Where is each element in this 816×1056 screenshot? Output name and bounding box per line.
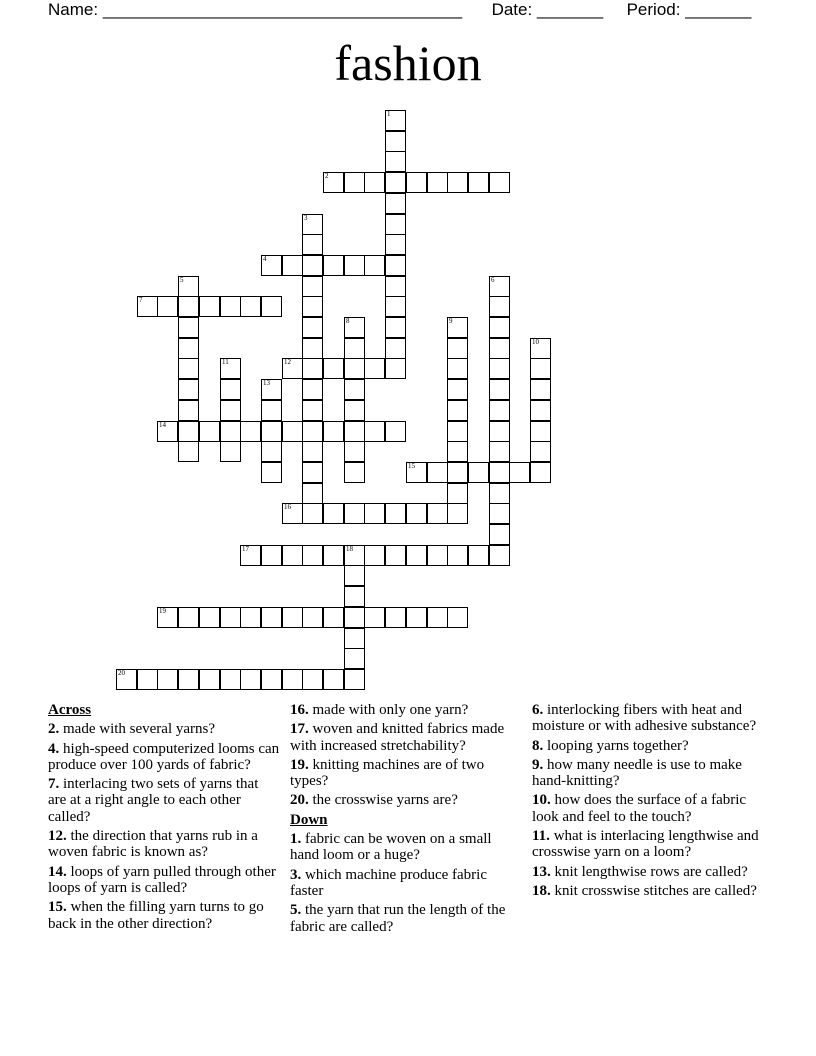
crossword-cell[interactable] xyxy=(489,296,510,317)
clue-down-6: 6. interlocking fibers with heat and moisture or with adhesive substance? xyxy=(532,702,757,735)
crossword-cell[interactable] xyxy=(261,462,282,483)
cell-number: 19 xyxy=(159,607,166,615)
clue-down-5: 5. the yarn that run the length of the fabric are called? xyxy=(290,902,506,935)
crossword-cell[interactable] xyxy=(406,545,427,566)
crossword-cell[interactable] xyxy=(364,255,385,276)
crossword-cell[interactable] xyxy=(178,669,199,690)
crossword-cell[interactable] xyxy=(344,379,365,400)
crossword-cell[interactable] xyxy=(489,358,510,379)
crossword-cell[interactable] xyxy=(282,607,303,628)
crossword-cell[interactable] xyxy=(261,379,282,400)
clue-across-4: 4. high-speed computerized looms can produce over 100 yards of fabric? xyxy=(48,740,280,773)
cell-number: 18 xyxy=(346,545,353,553)
crossword-cell[interactable] xyxy=(240,545,261,566)
clue-down-18: 18. knit crosswise stitches are called? xyxy=(532,882,757,899)
crossword-cell[interactable] xyxy=(447,441,468,462)
crossword-cell[interactable] xyxy=(199,607,220,628)
crossword-cell[interactable] xyxy=(302,379,323,400)
crossword-cell[interactable] xyxy=(530,400,551,421)
clue-across-15: 15. when the filling yarn turns to go back in the other direction? xyxy=(48,899,264,932)
clue-across-17: 17. woven and knitted fabrics made with increased stretchability? xyxy=(290,721,505,754)
crossword-cell[interactable] xyxy=(447,400,468,421)
crossword-cell[interactable] xyxy=(282,358,303,379)
crossword-cell[interactable] xyxy=(364,358,385,379)
crossword-cell[interactable] xyxy=(344,628,365,649)
crossword-cell[interactable] xyxy=(385,296,406,317)
crossword-cell[interactable] xyxy=(344,317,365,338)
crossword-cell[interactable] xyxy=(530,358,551,379)
crossword-cell[interactable] xyxy=(220,421,241,442)
crossword-cell[interactable] xyxy=(220,358,241,379)
crossword-cell[interactable] xyxy=(406,607,427,628)
crossword-cell[interactable] xyxy=(489,524,510,545)
crossword-cell[interactable] xyxy=(385,276,406,297)
crossword-cell[interactable] xyxy=(178,379,199,400)
crossword-cell[interactable] xyxy=(344,338,365,359)
crossword-cell[interactable] xyxy=(385,607,406,628)
crossword-cell[interactable] xyxy=(468,172,489,193)
crossword-cell[interactable] xyxy=(323,607,344,628)
crossword-cell[interactable] xyxy=(489,441,510,462)
crossword-cell[interactable] xyxy=(137,296,158,317)
clue-across-20: 20. the crosswise yarns are? xyxy=(290,792,458,809)
crossword-cell[interactable] xyxy=(302,462,323,483)
crossword-cell[interactable] xyxy=(489,276,510,297)
crossword-cell[interactable] xyxy=(427,172,448,193)
clue-down-11: 11. what is interlacing lengthwise and crosswise yarn on a loom? xyxy=(532,828,759,861)
crossword-cell[interactable] xyxy=(137,669,158,690)
crossword-cell[interactable] xyxy=(199,296,220,317)
crossword-cell[interactable] xyxy=(364,607,385,628)
crossword-cell[interactable] xyxy=(157,421,178,442)
crossword-cell[interactable] xyxy=(468,462,489,483)
crossword-cell[interactable] xyxy=(385,317,406,338)
crossword-cell[interactable] xyxy=(240,421,261,442)
crossword-cell[interactable] xyxy=(530,421,551,442)
crossword-cell[interactable] xyxy=(489,545,510,566)
crossword-cell[interactable] xyxy=(447,462,468,483)
crossword-cell[interactable] xyxy=(302,441,323,462)
crossword-cell[interactable] xyxy=(282,503,303,524)
crossword-cell[interactable] xyxy=(116,669,137,690)
crossword-cell[interactable] xyxy=(157,296,178,317)
crossword-cell[interactable] xyxy=(302,421,323,442)
clue-down-9: 9. how many needle is use to make hand-knitting? xyxy=(532,756,742,790)
cell-number: 11 xyxy=(222,358,229,366)
crossword-cell[interactable] xyxy=(261,255,282,276)
crossword-cell[interactable] xyxy=(385,338,406,359)
crossword-cell[interactable] xyxy=(323,172,344,193)
crossword-cell[interactable] xyxy=(323,545,344,566)
cell-number: 8 xyxy=(346,317,350,325)
crossword-cell[interactable] xyxy=(385,358,406,379)
down-heading: Down xyxy=(290,811,328,828)
crossword-cell[interactable] xyxy=(344,669,365,690)
date-label: Date: xyxy=(491,0,533,19)
crossword-cell[interactable] xyxy=(282,255,303,276)
clue-down-10: 10. how does the surface of a fabric look and feel to the touch? xyxy=(532,792,747,825)
cell-number: 16 xyxy=(284,503,291,511)
clue-across-7: 7. interlacing two sets of yarns that are at a right angle to each other called? xyxy=(48,776,259,825)
crossword-cell[interactable] xyxy=(261,669,282,690)
crossword-cell[interactable] xyxy=(302,358,323,379)
page-title: fashion xyxy=(334,35,482,91)
clue-down-1: 1. fabric can be woven on a small hand loom or a huge? xyxy=(290,831,492,864)
clues-column-1 xyxy=(48,702,280,935)
crossword-cell[interactable] xyxy=(344,172,365,193)
cell-number: 1 xyxy=(387,110,391,118)
crossword-cell[interactable] xyxy=(220,607,241,628)
crossword-cell[interactable] xyxy=(282,669,303,690)
crossword-cell[interactable] xyxy=(302,317,323,338)
cell-number: 17 xyxy=(242,545,249,553)
clue-across-16: 16. made with only one yarn? xyxy=(290,702,469,718)
crossword-cell[interactable] xyxy=(447,317,468,338)
crossword-cell[interactable] xyxy=(344,400,365,421)
crossword-cell[interactable] xyxy=(447,607,468,628)
crossword-cell[interactable] xyxy=(344,441,365,462)
cell-number: 15 xyxy=(408,462,415,470)
crossword-cell[interactable] xyxy=(261,607,282,628)
clues-column-3 xyxy=(532,702,772,902)
crossword-cell[interactable] xyxy=(178,421,199,442)
cell-number: 20 xyxy=(118,669,125,677)
crossword-cell[interactable] xyxy=(302,483,323,504)
crossword-cell[interactable] xyxy=(220,379,241,400)
crossword-cell[interactable] xyxy=(282,421,303,442)
crossword-cell[interactable] xyxy=(178,296,199,317)
crossword-cell[interactable] xyxy=(323,255,344,276)
crossword-cell[interactable] xyxy=(240,296,261,317)
crossword-cell[interactable] xyxy=(302,234,323,255)
crossword-cell[interactable] xyxy=(261,545,282,566)
crossword-cell[interactable] xyxy=(323,358,344,379)
crossword-cell[interactable] xyxy=(261,421,282,442)
crossword-cell[interactable] xyxy=(157,669,178,690)
crossword-cell[interactable] xyxy=(199,669,220,690)
crossword-cell[interactable] xyxy=(364,421,385,442)
crossword-cell[interactable] xyxy=(199,421,220,442)
cell-number: 7 xyxy=(139,296,143,304)
crossword-cell[interactable] xyxy=(302,255,323,276)
crossword-cell[interactable] xyxy=(178,441,199,462)
crossword-cell[interactable] xyxy=(447,172,468,193)
crossword-cell[interactable] xyxy=(385,503,406,524)
crossword-cell[interactable] xyxy=(220,441,241,462)
crossword-cell[interactable] xyxy=(178,317,199,338)
crossword-cell[interactable] xyxy=(364,172,385,193)
crossword-cell[interactable] xyxy=(489,400,510,421)
crossword-cell[interactable] xyxy=(385,172,406,193)
crossword-cell[interactable] xyxy=(344,586,365,607)
clues-column-2 xyxy=(290,702,515,938)
crossword-cell[interactable] xyxy=(302,503,323,524)
cell-number: 4 xyxy=(263,255,267,263)
cell-number: 12 xyxy=(284,358,291,366)
crossword-cell[interactable] xyxy=(261,441,282,462)
crossword-cell[interactable] xyxy=(344,545,365,566)
crossword-cell[interactable] xyxy=(489,379,510,400)
crossword-cell[interactable] xyxy=(157,607,178,628)
crossword-cell[interactable] xyxy=(178,358,199,379)
crossword-cell[interactable] xyxy=(427,607,448,628)
crossword-cell[interactable] xyxy=(530,338,551,359)
crossword-cell[interactable] xyxy=(323,669,344,690)
clue-across-2: 2. made with several yarns? xyxy=(48,721,216,738)
crossword-cell[interactable] xyxy=(302,276,323,297)
crossword-cell[interactable] xyxy=(178,607,199,628)
name-label: Name: xyxy=(48,0,99,19)
crossword-cell[interactable] xyxy=(489,462,510,483)
crossword-cell[interactable] xyxy=(261,400,282,421)
crossword-cell[interactable] xyxy=(385,131,406,152)
crossword-cell[interactable] xyxy=(302,296,323,317)
crossword-cell[interactable] xyxy=(385,193,406,214)
crossword-cell[interactable] xyxy=(427,462,448,483)
crossword-cell[interactable] xyxy=(385,214,406,235)
crossword-cell[interactable] xyxy=(489,421,510,442)
period-field[interactable]: _______ xyxy=(685,0,752,19)
across-heading: Across xyxy=(48,702,92,718)
crossword-cell[interactable] xyxy=(530,379,551,400)
crossword-cell[interactable] xyxy=(344,607,365,628)
crossword-cell[interactable] xyxy=(344,358,365,379)
crossword-cell[interactable] xyxy=(178,276,199,297)
crossword-cell[interactable] xyxy=(406,172,427,193)
clue-down-13: 13. knit lengthwise rows are called? xyxy=(532,863,748,880)
cell-number: 3 xyxy=(304,214,308,222)
crossword-cell[interactable] xyxy=(385,234,406,255)
crossword-cell[interactable] xyxy=(178,400,199,421)
crossword-cell[interactable] xyxy=(530,441,551,462)
crossword-cell[interactable] xyxy=(344,421,365,442)
crossword-cell[interactable] xyxy=(406,503,427,524)
crossword-cell[interactable] xyxy=(282,545,303,566)
crossword-cell[interactable] xyxy=(385,255,406,276)
crossword-cell[interactable] xyxy=(364,503,385,524)
crossword-cell[interactable] xyxy=(302,400,323,421)
crossword-cell[interactable] xyxy=(447,483,468,504)
crossword-cell[interactable] xyxy=(385,545,406,566)
crossword-cell[interactable] xyxy=(323,421,344,442)
clue-across-14: 14. loops of yarn pulled through other loops of yarn is called? xyxy=(48,863,276,896)
clue-down-3: 3. which machine produce fabric faster xyxy=(290,866,487,899)
crossword-cell[interactable] xyxy=(509,462,530,483)
crossword-cell[interactable] xyxy=(489,483,510,504)
crossword-cell[interactable] xyxy=(530,462,551,483)
crossword-cell[interactable] xyxy=(427,545,448,566)
crossword-cell[interactable] xyxy=(447,503,468,524)
crossword-cell[interactable] xyxy=(344,648,365,669)
crossword-cell[interactable] xyxy=(240,669,261,690)
crossword-cell[interactable] xyxy=(220,296,241,317)
crossword-cell[interactable] xyxy=(427,503,448,524)
cell-number: 2 xyxy=(325,172,329,180)
crossword-cell[interactable] xyxy=(220,400,241,421)
crossword-cell[interactable] xyxy=(364,545,385,566)
clue-down-8: 8. looping yarns together? xyxy=(532,737,689,754)
crossword-cell[interactable] xyxy=(489,172,510,193)
crossword-cell[interactable] xyxy=(240,607,261,628)
crossword-cell[interactable] xyxy=(385,151,406,172)
cell-number: 9 xyxy=(449,317,453,325)
clue-across-12: 12. the direction that yarns rub in a woven fabric is known as? xyxy=(48,828,258,861)
crossword-cell[interactable] xyxy=(220,669,241,690)
crossword-cell[interactable] xyxy=(261,296,282,317)
crossword-cell[interactable] xyxy=(447,338,468,359)
crossword-cell[interactable] xyxy=(323,503,344,524)
crossword-cell[interactable] xyxy=(344,565,365,586)
crossword-cell[interactable] xyxy=(489,503,510,524)
crossword-cell[interactable] xyxy=(385,421,406,442)
crossword-cell[interactable] xyxy=(302,607,323,628)
crossword-cell[interactable] xyxy=(344,503,365,524)
cell-number: 5 xyxy=(180,276,184,284)
crossword-cell[interactable] xyxy=(468,545,489,566)
name-field[interactable]: ______________________________________ xyxy=(102,0,463,19)
crossword-cell[interactable] xyxy=(344,255,365,276)
crossword-cell[interactable] xyxy=(447,379,468,400)
crossword-cell[interactable] xyxy=(489,338,510,359)
crossword-cell[interactable] xyxy=(447,358,468,379)
cell-number: 13 xyxy=(263,379,270,387)
crossword-cell[interactable] xyxy=(302,545,323,566)
crossword-cell[interactable] xyxy=(406,462,427,483)
date-field[interactable]: _______ xyxy=(536,0,604,19)
cell-number: 10 xyxy=(532,338,539,346)
crossword-cell[interactable] xyxy=(447,421,468,442)
crossword-cell[interactable] xyxy=(385,110,406,131)
clue-across-19: 19. knitting machines are of two types? xyxy=(290,756,485,790)
crossword-cell[interactable] xyxy=(302,669,323,690)
cell-number: 6 xyxy=(491,276,495,284)
crossword-cell[interactable] xyxy=(489,317,510,338)
cell-number: 14 xyxy=(159,421,166,429)
crossword-cell[interactable] xyxy=(447,545,468,566)
crossword-cell[interactable] xyxy=(178,338,199,359)
crossword-cell[interactable] xyxy=(344,462,365,483)
period-label: Period: xyxy=(626,0,681,19)
crossword-cell[interactable] xyxy=(302,338,323,359)
crossword-cell[interactable] xyxy=(302,214,323,235)
